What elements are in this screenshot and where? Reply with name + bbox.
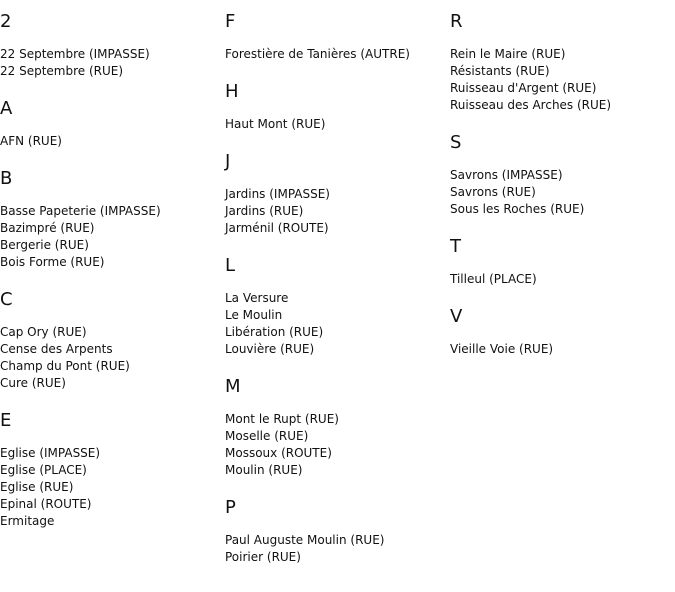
- letter-heading: A: [0, 98, 13, 119]
- letter-group: [0, 409, 225, 530]
- street-link[interactable]: Moulin (RUE): [225, 463, 303, 477]
- letter-heading: R: [450, 11, 463, 32]
- street-link[interactable]: Savrons (RUE): [450, 185, 536, 199]
- letter-heading: C: [0, 289, 13, 310]
- street-link[interactable]: Moselle (RUE): [225, 429, 309, 443]
- street-link[interactable]: Tilleul (PLACE): [450, 272, 537, 286]
- letter-heading: E: [0, 410, 12, 431]
- street-link[interactable]: Savrons (IMPASSE): [450, 168, 563, 182]
- street-link[interactable]: Basse Papeterie (IMPASSE): [0, 204, 161, 218]
- index-column-2: [225, 10, 450, 583]
- letter-heading: S: [450, 132, 462, 153]
- street-link[interactable]: AFN (RUE): [0, 134, 62, 148]
- street-link[interactable]: Cure (RUE): [0, 376, 66, 390]
- letter-group: [0, 10, 225, 80]
- street-link[interactable]: Jarménil (ROUTE): [225, 221, 329, 235]
- street-link[interactable]: Cap Ory (RUE): [0, 325, 87, 339]
- letter-group: [225, 375, 450, 479]
- street-link[interactable]: Bazimpré (RUE): [0, 221, 95, 235]
- street-link[interactable]: Paul Auguste Moulin (RUE): [225, 533, 385, 547]
- letter-group: [450, 131, 675, 218]
- letter-group: [225, 150, 450, 237]
- street-link[interactable]: Poirier (RUE): [225, 550, 301, 564]
- index-column-3: [450, 10, 675, 375]
- street-link[interactable]: Vieille Voie (RUE): [450, 342, 554, 356]
- letter-heading: P: [225, 497, 236, 518]
- letter-heading: M: [225, 376, 241, 397]
- letter-group: [225, 254, 450, 358]
- street-link[interactable]: Champ du Pont (RUE): [0, 359, 130, 373]
- letter-group: [225, 10, 450, 63]
- index-column-1: [0, 10, 225, 547]
- letter-heading: V: [450, 306, 463, 327]
- street-link[interactable]: Rein le Maire (RUE): [450, 47, 566, 61]
- street-link[interactable]: Bergerie (RUE): [0, 238, 89, 252]
- letter-heading: F: [225, 11, 236, 32]
- letter-group: [450, 10, 675, 114]
- letter-group: [0, 97, 225, 150]
- letter-heading: H: [225, 81, 239, 102]
- letter-heading: B: [0, 168, 13, 189]
- street-link[interactable]: Mossoux (ROUTE): [225, 446, 332, 460]
- street-link[interactable]: Résistants (RUE): [450, 64, 550, 78]
- letter-group: [0, 288, 225, 392]
- street-link[interactable]: Libération (RUE): [225, 325, 324, 339]
- street-link[interactable]: 22 Septembre (RUE): [0, 64, 124, 78]
- street-link[interactable]: Mont le Rupt (RUE): [225, 412, 339, 426]
- street-link[interactable]: Sous les Roches (RUE): [450, 202, 585, 216]
- letter-group: [225, 80, 450, 133]
- street-link[interactable]: Eglise (RUE): [0, 480, 74, 494]
- street-link[interactable]: Ruisseau des Arches (RUE): [450, 98, 612, 112]
- street-link[interactable]: Bois Forme (RUE): [0, 255, 105, 269]
- letter-heading: 2: [0, 11, 12, 32]
- letter-heading: L: [225, 255, 236, 276]
- letter-group: [450, 235, 675, 288]
- street-link[interactable]: Jardins (IMPASSE): [225, 187, 330, 201]
- letter-group: [450, 305, 675, 358]
- letter-group: [0, 167, 225, 271]
- letter-group: [225, 496, 450, 566]
- street-link[interactable]: Haut Mont (RUE): [225, 117, 326, 131]
- street-link[interactable]: Epinal (ROUTE): [0, 497, 92, 511]
- street-link[interactable]: Forestière de Tanières (AUTRE): [225, 47, 410, 61]
- street-link[interactable]: Cense des Arpents: [0, 342, 113, 356]
- street-link[interactable]: Jardins (RUE): [225, 204, 304, 218]
- street-link[interactable]: Le Moulin: [225, 308, 283, 322]
- letter-heading: T: [450, 236, 461, 257]
- street-link[interactable]: Louvière (RUE): [225, 342, 315, 356]
- street-link[interactable]: Eglise (PLACE): [0, 463, 87, 477]
- street-link[interactable]: Eglise (IMPASSE): [0, 446, 101, 460]
- street-link[interactable]: Ermitage: [0, 514, 55, 528]
- street-link[interactable]: 22 Septembre (IMPASSE): [0, 47, 150, 61]
- letter-heading: J: [225, 151, 231, 172]
- street-link[interactable]: Ruisseau d'Argent (RUE): [450, 81, 597, 95]
- street-link[interactable]: La Versure: [225, 291, 289, 305]
